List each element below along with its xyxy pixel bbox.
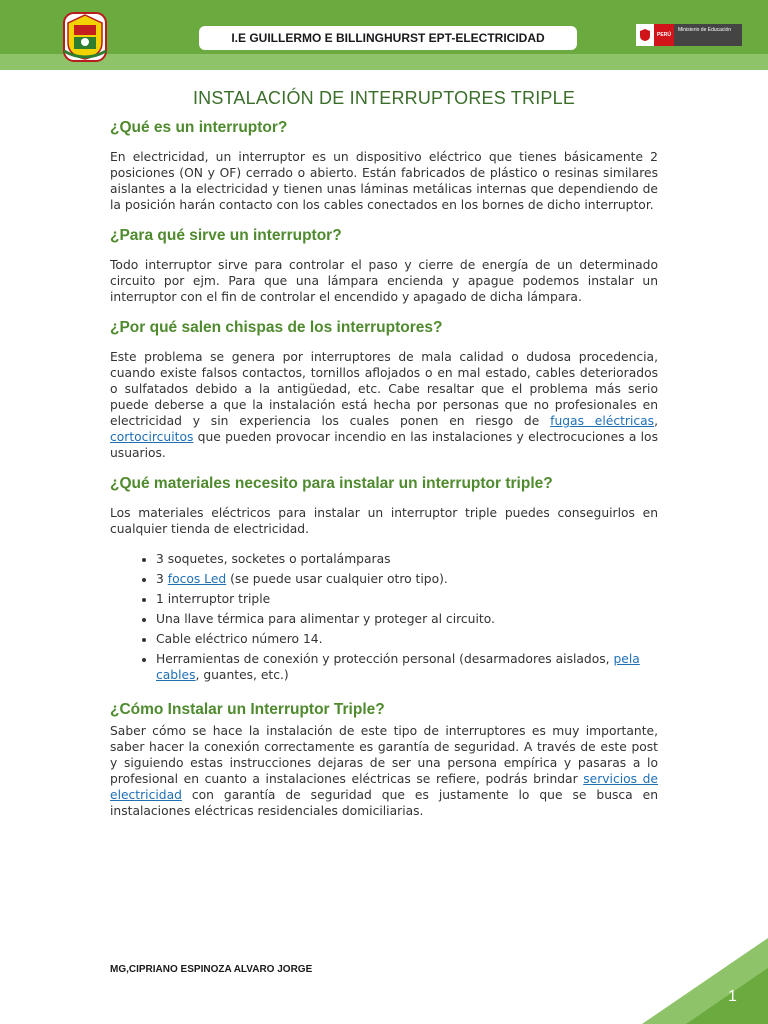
section-paragraph: Todo interruptor sirve para controlar el paso y cierre de energía de un determinado circuito por ejm. Para que una lámpara encienda y apague podemos instalar un interruptor con el fin de controlar el encendido y apagado de dicha lámpara. (110, 258, 658, 304)
page-number: 1 (728, 988, 737, 1005)
paragraph-text: Saber cómo se hace la instalación de este tipo de interruptores es muy importante, saber hacer la conexión correctamente es garantía de seguridad. A través de este post y siguiendo estas instrucciones dejaras de ser una persona empírica y pasaras a lo profesional en cuanto a instalaciones eléctricas se refiere, podrás brindar (110, 724, 658, 786)
peru-label: PERÚ (654, 24, 674, 46)
section-paragraph: Los materiales eléctricos para instalar un interruptor triple puedes conseguirlos en cualquier tienda de electricidad. (110, 506, 658, 536)
section-heading: ¿Por qué salen chispas de los interruptores? (110, 319, 443, 336)
list-item: • 3 soquetes, socketes o portalámparas (156, 551, 658, 567)
separator-text: , (654, 414, 658, 428)
list-item: • Una llave térmica para alimentar y proteger al circuito. (156, 611, 658, 627)
list-item: • Cable eléctrico número 14. (156, 631, 658, 647)
link-focos-led[interactable]: focos Led (167, 572, 227, 586)
section-heading: ¿Qué es un interruptor? (110, 119, 288, 136)
ministry-label: Ministerio de Educación (674, 24, 742, 46)
list-item-text: (se puede usar cualquier otro tipo). (226, 572, 448, 586)
paragraph-text: Este problema se genera por interruptores de mala calidad o dudosa procedencia, cuando existe falsos contactos, tornillos aflojados o en mal estado, cables deteriorados o sulfatados debido a la antigüedad, etc. Cabe resaltar que el problema más serio puede deberse a que la instalación está hecha por personas que no profesionales en electricidad y sin experiencia los cuales ponen en riesgo de (110, 350, 658, 428)
list-item-text: Herramientas de conexión y protección personal (desarmadores aislados, (156, 652, 614, 666)
paragraph-text: con garantía de seguridad que es justamente lo que se busca en instalaciones eléctricas residenciales domiciliarias. (110, 788, 658, 818)
section-heading: ¿Cómo Instalar un Interruptor Triple? (110, 701, 385, 718)
list-item-text: , guantes, etc.) (195, 668, 289, 682)
section-heading: ¿Qué materiales necesito para instalar un interruptor triple? (110, 475, 553, 492)
link-servicios-electricidad[interactable]: servicios de electricidad (110, 772, 658, 802)
link-cortocircuitos[interactable]: cortocircuitos (110, 430, 194, 444)
school-title: I.E GUILLERMO E BILLINGHURST EPT-ELECTRICIDAD (231, 31, 545, 45)
section-heading: ¿Para qué sirve un interruptor? (110, 227, 342, 244)
link-pela-cables[interactable]: pela cables (156, 652, 640, 682)
link-fugas-electricas[interactable]: fugas eléctricas (550, 414, 655, 428)
list-item: • 1 interruptor triple (156, 591, 658, 607)
paragraph-text: que pueden provocar incendio en las instalaciones y electrocuciones a los usuarios. (110, 430, 658, 460)
section-paragraph: En electricidad, un interruptor es un dispositivo eléctrico que tienes básicamente 2 posiciones (ON y OF) cerrado o abierto. Están fabricados de plástico o resinas similares aislantes a la electricidad y tienen unas láminas metálicas internas que dependiendo de la posición harán contacto con los cables conectados en los bornes de dicho interruptor. (110, 150, 658, 212)
document-title: INSTALACIÓN DE INTERRUPTORES TRIPLE (192, 88, 576, 108)
author-name: MG,CIPRIANO ESPINOZA ALVARO JORGE (110, 964, 313, 975)
list-item-text: 3 (156, 572, 168, 586)
